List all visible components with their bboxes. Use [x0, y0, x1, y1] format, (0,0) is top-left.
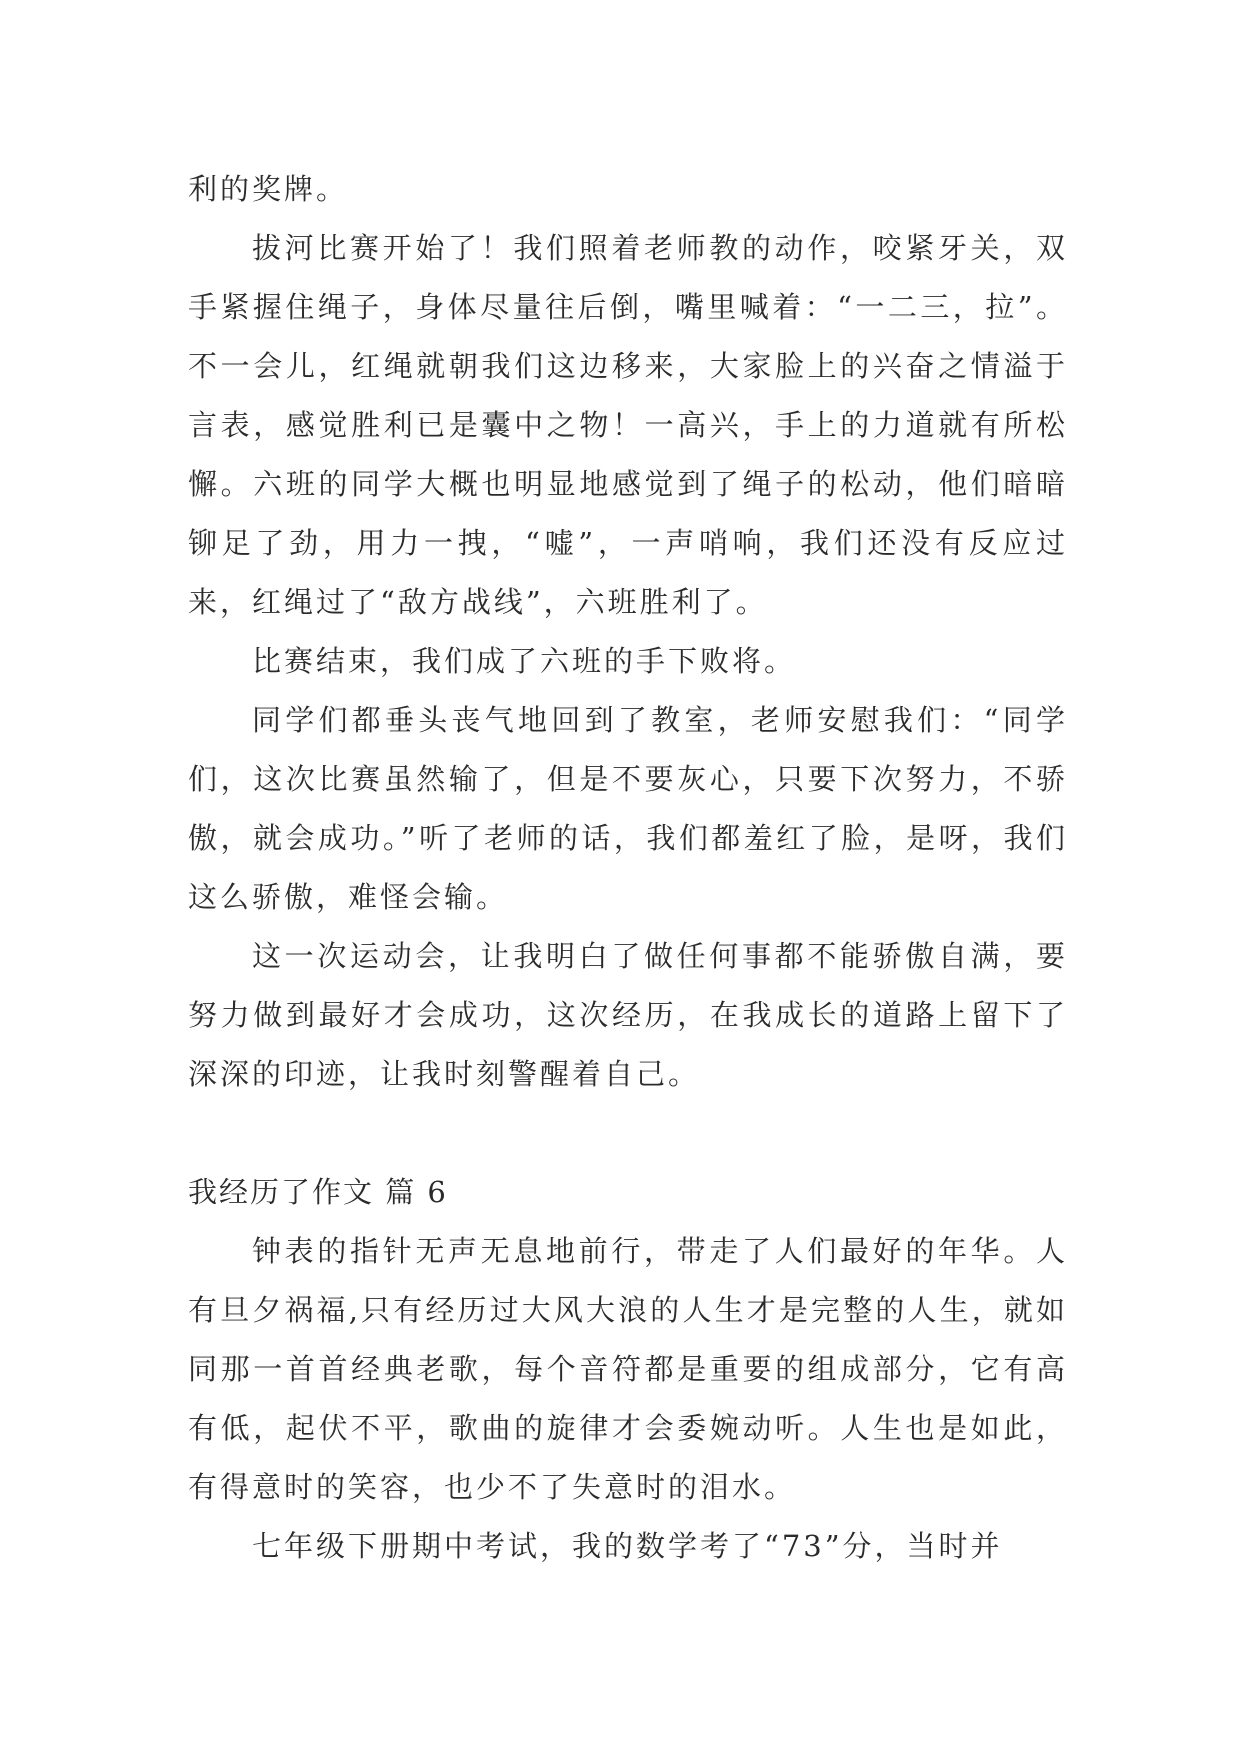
paragraph-lesson-learned: 这一次运动会，让我明白了做任何事都不能骄傲自满，要努力做到最好才会成功，这次经历，在我成长的道路上留下了深深的印迹，让我时刻警醒着自己。: [188, 939, 1068, 1091]
document-body: [188, 160, 1068, 1576]
paragraph-teacher-comfort: 同学们都垂头丧气地回到了教室，老师安慰我们：“同学们，这次比赛虽然输了，但是不要灰心，只要下次努力，不骄傲，就会成功。”听了老师的话，我们都羞红了脸，是呀，我们这么骄傲，难怪会输。: [188, 703, 1068, 914]
paragraph-tug-of-war-start: 拔河比赛开始了！我们照着老师教的动作，咬紧牙关，双手紧握住绳子，身体尽量往后倒，嘴里喊着：“一二三，拉”。不一会儿，红绳就朝我们这边移来，大家脸上的兴奋之情溢于言表，感觉胜利已是囊中之物！一高兴，手上的力道就有所松懈。六班的同学大概也明显地感觉到了绳子的松动，他们暗暗铆足了劲，用力一拽，“嘘”，一声哨响，我们还没有反应过来，红绳过了“敌方战线”，六班胜利了。: [188, 231, 1068, 619]
paragraph-clock-hands: 钟表的指针无声无息地前行，带走了人们最好的年华。人有旦夕祸福,只有经历过大风大浪的人生才是完整的人生，就如同那一首首经典老歌，每个音符都是重要的组成部分，它有高有低，起伏不平，歌曲的旋律才会委婉动听。人生也是如此，有得意时的笑容，也少不了失意时的泪水。: [188, 1234, 1068, 1504]
paragraph-match-end: 比赛结束，我们成了六班的手下败将。: [252, 644, 797, 678]
paragraph-midterm-exam: 七年级下册期中考试，我的数学考了“73”分，当时并: [252, 1529, 1003, 1563]
section-heading: 我经历了作文 篇 6: [188, 1175, 448, 1209]
paragraph-continuation: 利的奖牌。: [188, 172, 349, 206]
